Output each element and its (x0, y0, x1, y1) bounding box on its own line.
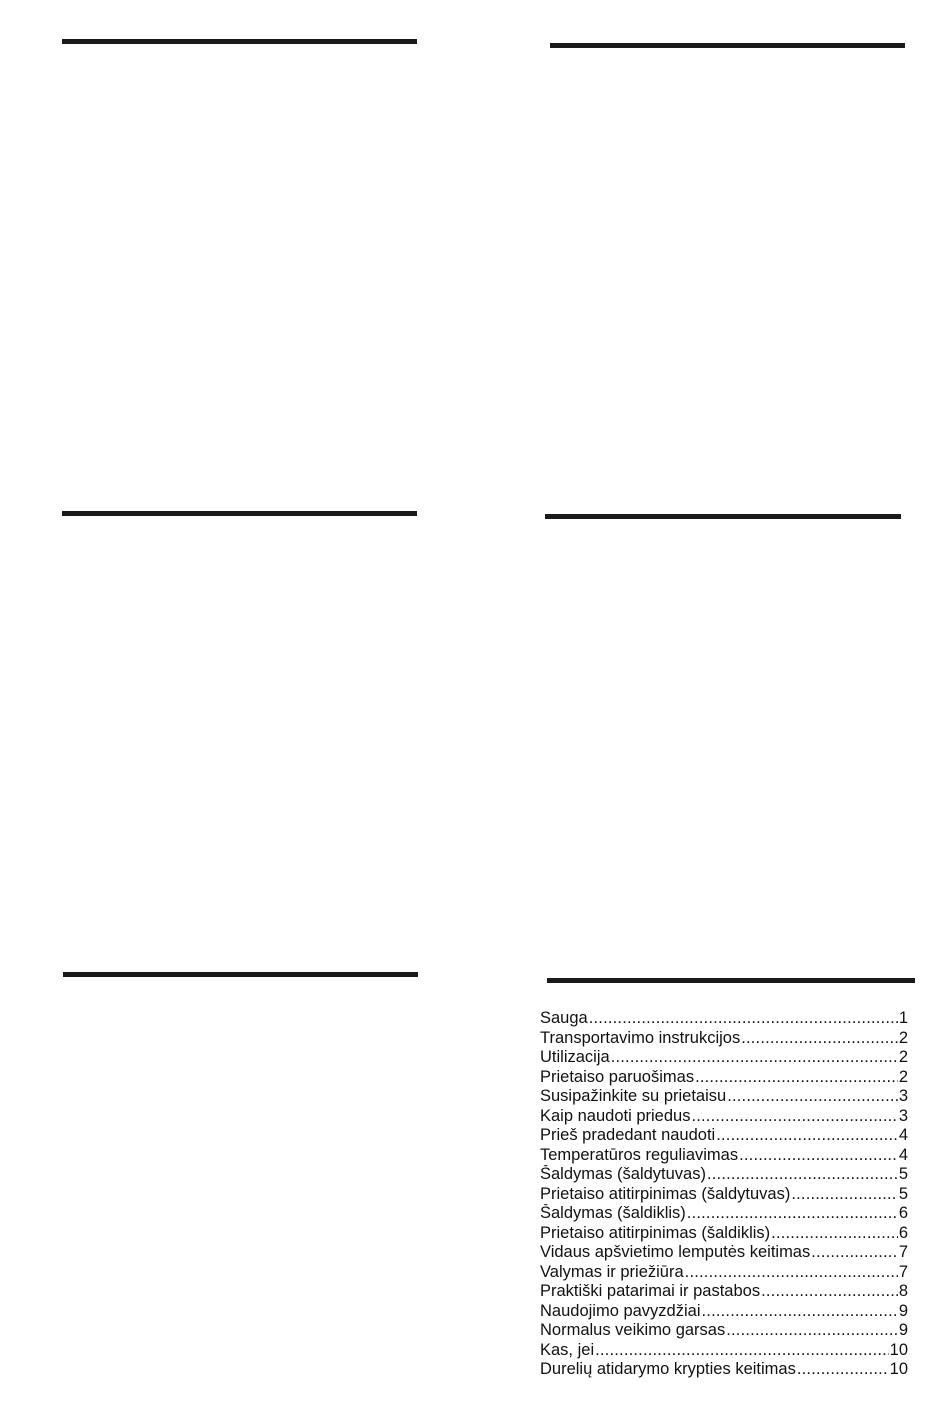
toc-dot-leader (707, 1165, 898, 1185)
toc-entry-title: Prieš pradedant naudoti (540, 1126, 716, 1144)
toc-dot-leader (702, 1302, 898, 1322)
toc-entry[interactable] (540, 1165, 908, 1185)
toc-entry-title: Praktiški patarimai ir pastabos (540, 1282, 761, 1300)
toc-entry-title: Šaldymas (šaldiklis) (540, 1204, 686, 1222)
toc-dot-leader (791, 1185, 897, 1205)
toc-entry-title: Kas, jei (540, 1340, 595, 1359)
toc-dot-leader (687, 1204, 898, 1224)
toc-dot-leader (761, 1282, 898, 1302)
toc-entry-title: Normalus veikimo garsas (540, 1321, 726, 1339)
toc-entry[interactable] (540, 1204, 908, 1224)
toc-dot-leader (695, 1068, 898, 1088)
toc-entry-title: Transportavimo instrukcijos (540, 1028, 741, 1047)
toc-entry[interactable] (540, 1341, 908, 1361)
toc-entry[interactable] (540, 1185, 908, 1205)
toc-dot-leader (771, 1224, 898, 1244)
toc-entry-page-number: 7 (898, 1262, 908, 1281)
toc-entry[interactable] (540, 1107, 908, 1127)
toc-entry-page-number: 4 (898, 1145, 908, 1164)
toc-dot-leader (741, 1029, 898, 1049)
toc-entry[interactable] (540, 1321, 908, 1341)
toc-dot-leader (811, 1243, 898, 1263)
toc-entry-page-number: 6 (898, 1223, 908, 1242)
toc-entry-title: Šaldymas (šaldytuvas) (540, 1165, 706, 1183)
toc-entry[interactable] (540, 1282, 908, 1302)
toc-entry[interactable] (540, 1302, 908, 1322)
toc-entry-page-number: 2 (898, 1048, 908, 1066)
toc-entry[interactable] (540, 1087, 908, 1107)
toc-entry-title: Kaip naudoti priedus (540, 1106, 691, 1125)
toc-dot-leader (589, 1009, 898, 1029)
toc-entry-title: Temperatūros reguliavimas (540, 1145, 739, 1164)
toc-entry-page-number: 10 (889, 1360, 908, 1378)
toc-entry[interactable] (540, 1009, 908, 1029)
toc-entry[interactable] (540, 1224, 908, 1244)
toc-entry-title: Sauga (540, 1009, 588, 1027)
toc-entry-title: Prietaiso paruošimas (540, 1067, 695, 1086)
toc-dot-leader (611, 1048, 898, 1068)
toc-entry-page-number: 3 (898, 1087, 908, 1105)
toc-entry-title: Susipažinkite su prietaisu (540, 1087, 727, 1105)
toc-entry-page-number: 4 (898, 1126, 908, 1144)
section-rule-middle-right (545, 514, 901, 519)
section-rule-middle-left (62, 511, 417, 516)
toc-entry-page-number: 3 (898, 1106, 908, 1125)
toc-dot-leader (691, 1107, 897, 1127)
toc-dot-leader (716, 1126, 898, 1146)
toc-entry-page-number: 10 (889, 1340, 908, 1359)
toc-entry[interactable] (540, 1029, 908, 1049)
toc-dot-leader (685, 1263, 898, 1283)
section-rule-top-left (62, 39, 417, 44)
toc-entry-title: Utilizacija (540, 1048, 610, 1066)
toc-entry[interactable] (540, 1263, 908, 1283)
toc-entry-title: Naudojimo pavyzdžiai (540, 1301, 701, 1320)
section-rule-bottom-left (63, 972, 418, 977)
toc-dot-leader (727, 1087, 898, 1107)
toc-dot-leader (739, 1146, 898, 1166)
toc-entry-page-number: 2 (898, 1067, 908, 1086)
toc-entry-page-number: 9 (898, 1321, 908, 1339)
toc-dot-leader (726, 1321, 898, 1341)
toc-entry[interactable] (540, 1146, 908, 1166)
toc-entry[interactable] (540, 1243, 908, 1263)
toc-entry-title: Valymas ir priežiūra (540, 1262, 684, 1281)
toc-entry[interactable] (540, 1360, 908, 1380)
toc-entry-page-number: 7 (898, 1243, 908, 1261)
section-rule-bottom-right (547, 978, 915, 983)
toc-entry-page-number: 2 (898, 1028, 908, 1047)
toc-entry-page-number: 6 (898, 1204, 908, 1222)
toc-entry-page-number: 8 (898, 1282, 908, 1300)
toc-entry[interactable] (540, 1126, 908, 1146)
toc-entry-title: Vidaus apšvietimo lemputės keitimas (540, 1243, 811, 1261)
section-rule-top-right (550, 43, 905, 48)
toc-dot-leader (797, 1360, 889, 1380)
toc-entry-title: Prietaiso atitirpinimas (šaldytuvas) (540, 1184, 791, 1203)
toc-entry-page-number: 5 (898, 1184, 908, 1203)
table-of-contents (540, 1009, 908, 1380)
toc-entry-page-number: 9 (898, 1301, 908, 1320)
toc-entry-page-number: 1 (898, 1009, 908, 1027)
toc-dot-leader (595, 1341, 889, 1361)
toc-entry-page-number: 5 (898, 1165, 908, 1183)
toc-entry-title: Prietaiso atitirpinimas (šaldiklis) (540, 1223, 771, 1242)
toc-entry-title: Durelių atidarymo krypties keitimas (540, 1360, 796, 1378)
toc-entry[interactable] (540, 1048, 908, 1068)
toc-entry[interactable] (540, 1068, 908, 1088)
